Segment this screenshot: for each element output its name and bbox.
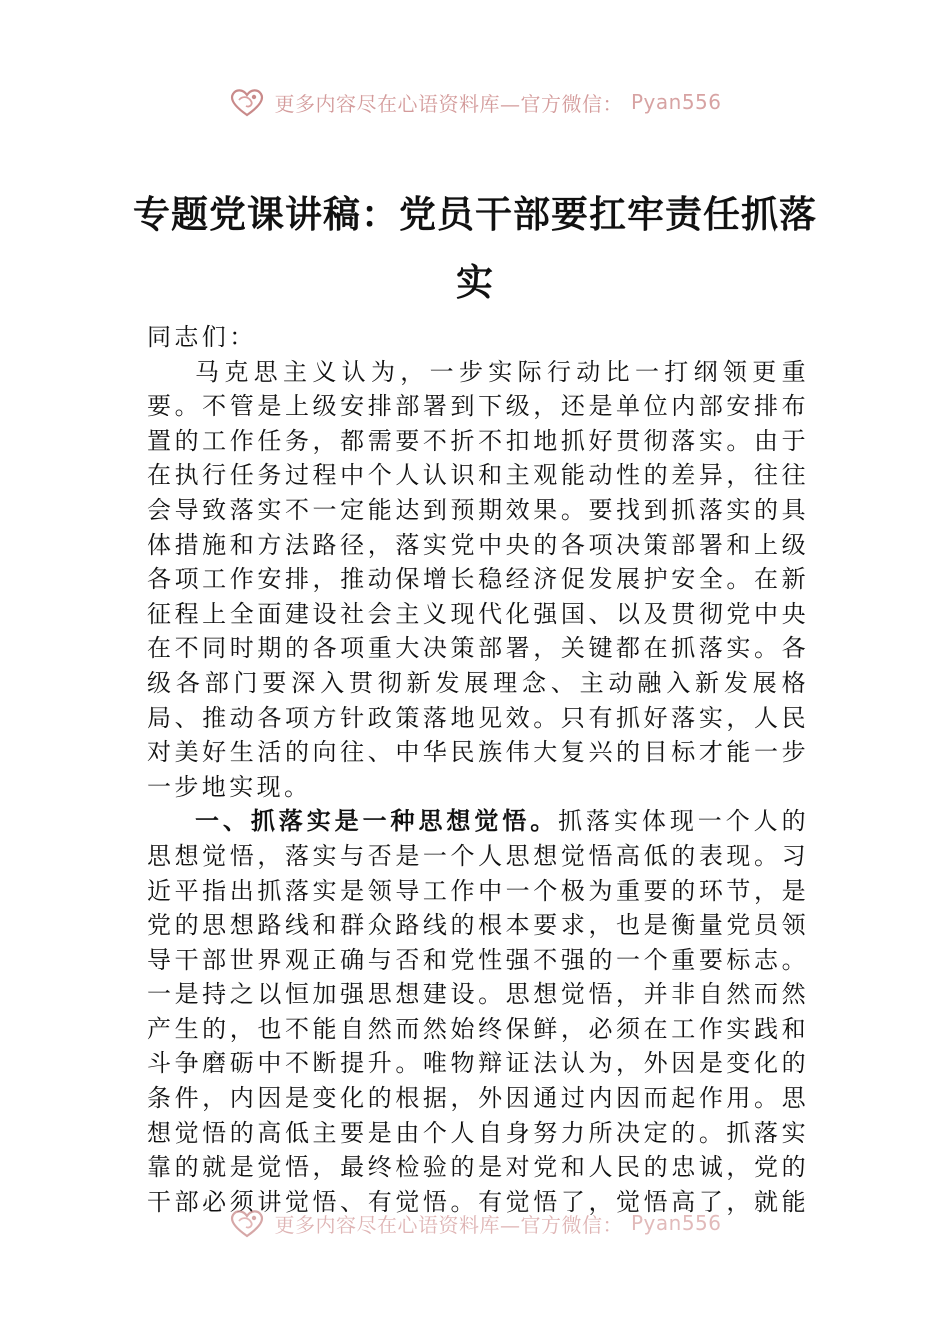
section-text: 抓落实体现一个人的思想觉悟，落实与否是一个人思想觉悟高低的表现。习近平指出抓落实是领导工作中一个极为重要的环节，是党的思想路线和群众路线的根本要求，也是衡量党员领导干部世界观正确与否和党性强不强的一个重要标志。一是持之以恒加强思想建设。思想觉悟，并非自然而然产生的，也不能自然而然始终保鲜，必须在工作实践和斗争磨砺中不断提升。唯物辩证法认为，外因是变化的条件，内因是变化的根据，外因通过内因而起作用。思想觉悟的高低主要是由个人自身努力所决定的。抓落实靠的就是觉悟，最终检验的是对党和人民的忠诚，党的干部必须讲觉悟、有觉悟。有觉悟了，觉悟高了，就能 — [147, 807, 809, 1216]
watermark-text: 更多内容尽在心语资料库—官方微信： — [274, 91, 623, 116]
watermark-wechat-id: Pyan556 — [630, 1211, 722, 1235]
salutation: 同志们： — [147, 323, 257, 351]
document-title: 专题党课讲稿：党员干部要扛牢责任抓落实 — [133, 192, 817, 304]
heart-logo-icon — [228, 1207, 266, 1239]
document-body — [147, 320, 809, 1218]
section-heading: 一、抓落实是一种思想觉悟。 — [195, 806, 559, 836]
watermark-wechat-id: Pyan556 — [630, 90, 722, 114]
paragraph-intro: 马克思主义认为，一步实际行动比一打纲领更重要。不管是上级安排部署到下级，还是单位内部安排布置的工作任务，都需要不折不扣地抓好贯彻落实。由于在执行任务过程中个人认识和主观能动性的差异，往往会导致落实不一定能达到预期效果。要找到抓落实的具体措施和方法路径，落实党中央的各项决策部署和上级各项工作安排，推动保增长稳经济促发展护安全。在新征程上全面建设社会主义现代化强国、以及贯彻党中央在不同时期的各项重大决策部署，关键都在抓落实。各级各部门要深入贯彻新发展理念、主动融入新发展格局、推动各项方针政策落地见效。只有抓好落实，人民对美好生活的向往、中华民族伟大复兴的目标才能一步一步地实现。 — [147, 357, 809, 801]
watermark-footer — [0, 1203, 950, 1243]
paragraph-section-1 — [147, 804, 809, 1218]
watermark-text: 更多内容尽在心语资料库—官方微信： — [274, 1212, 623, 1237]
